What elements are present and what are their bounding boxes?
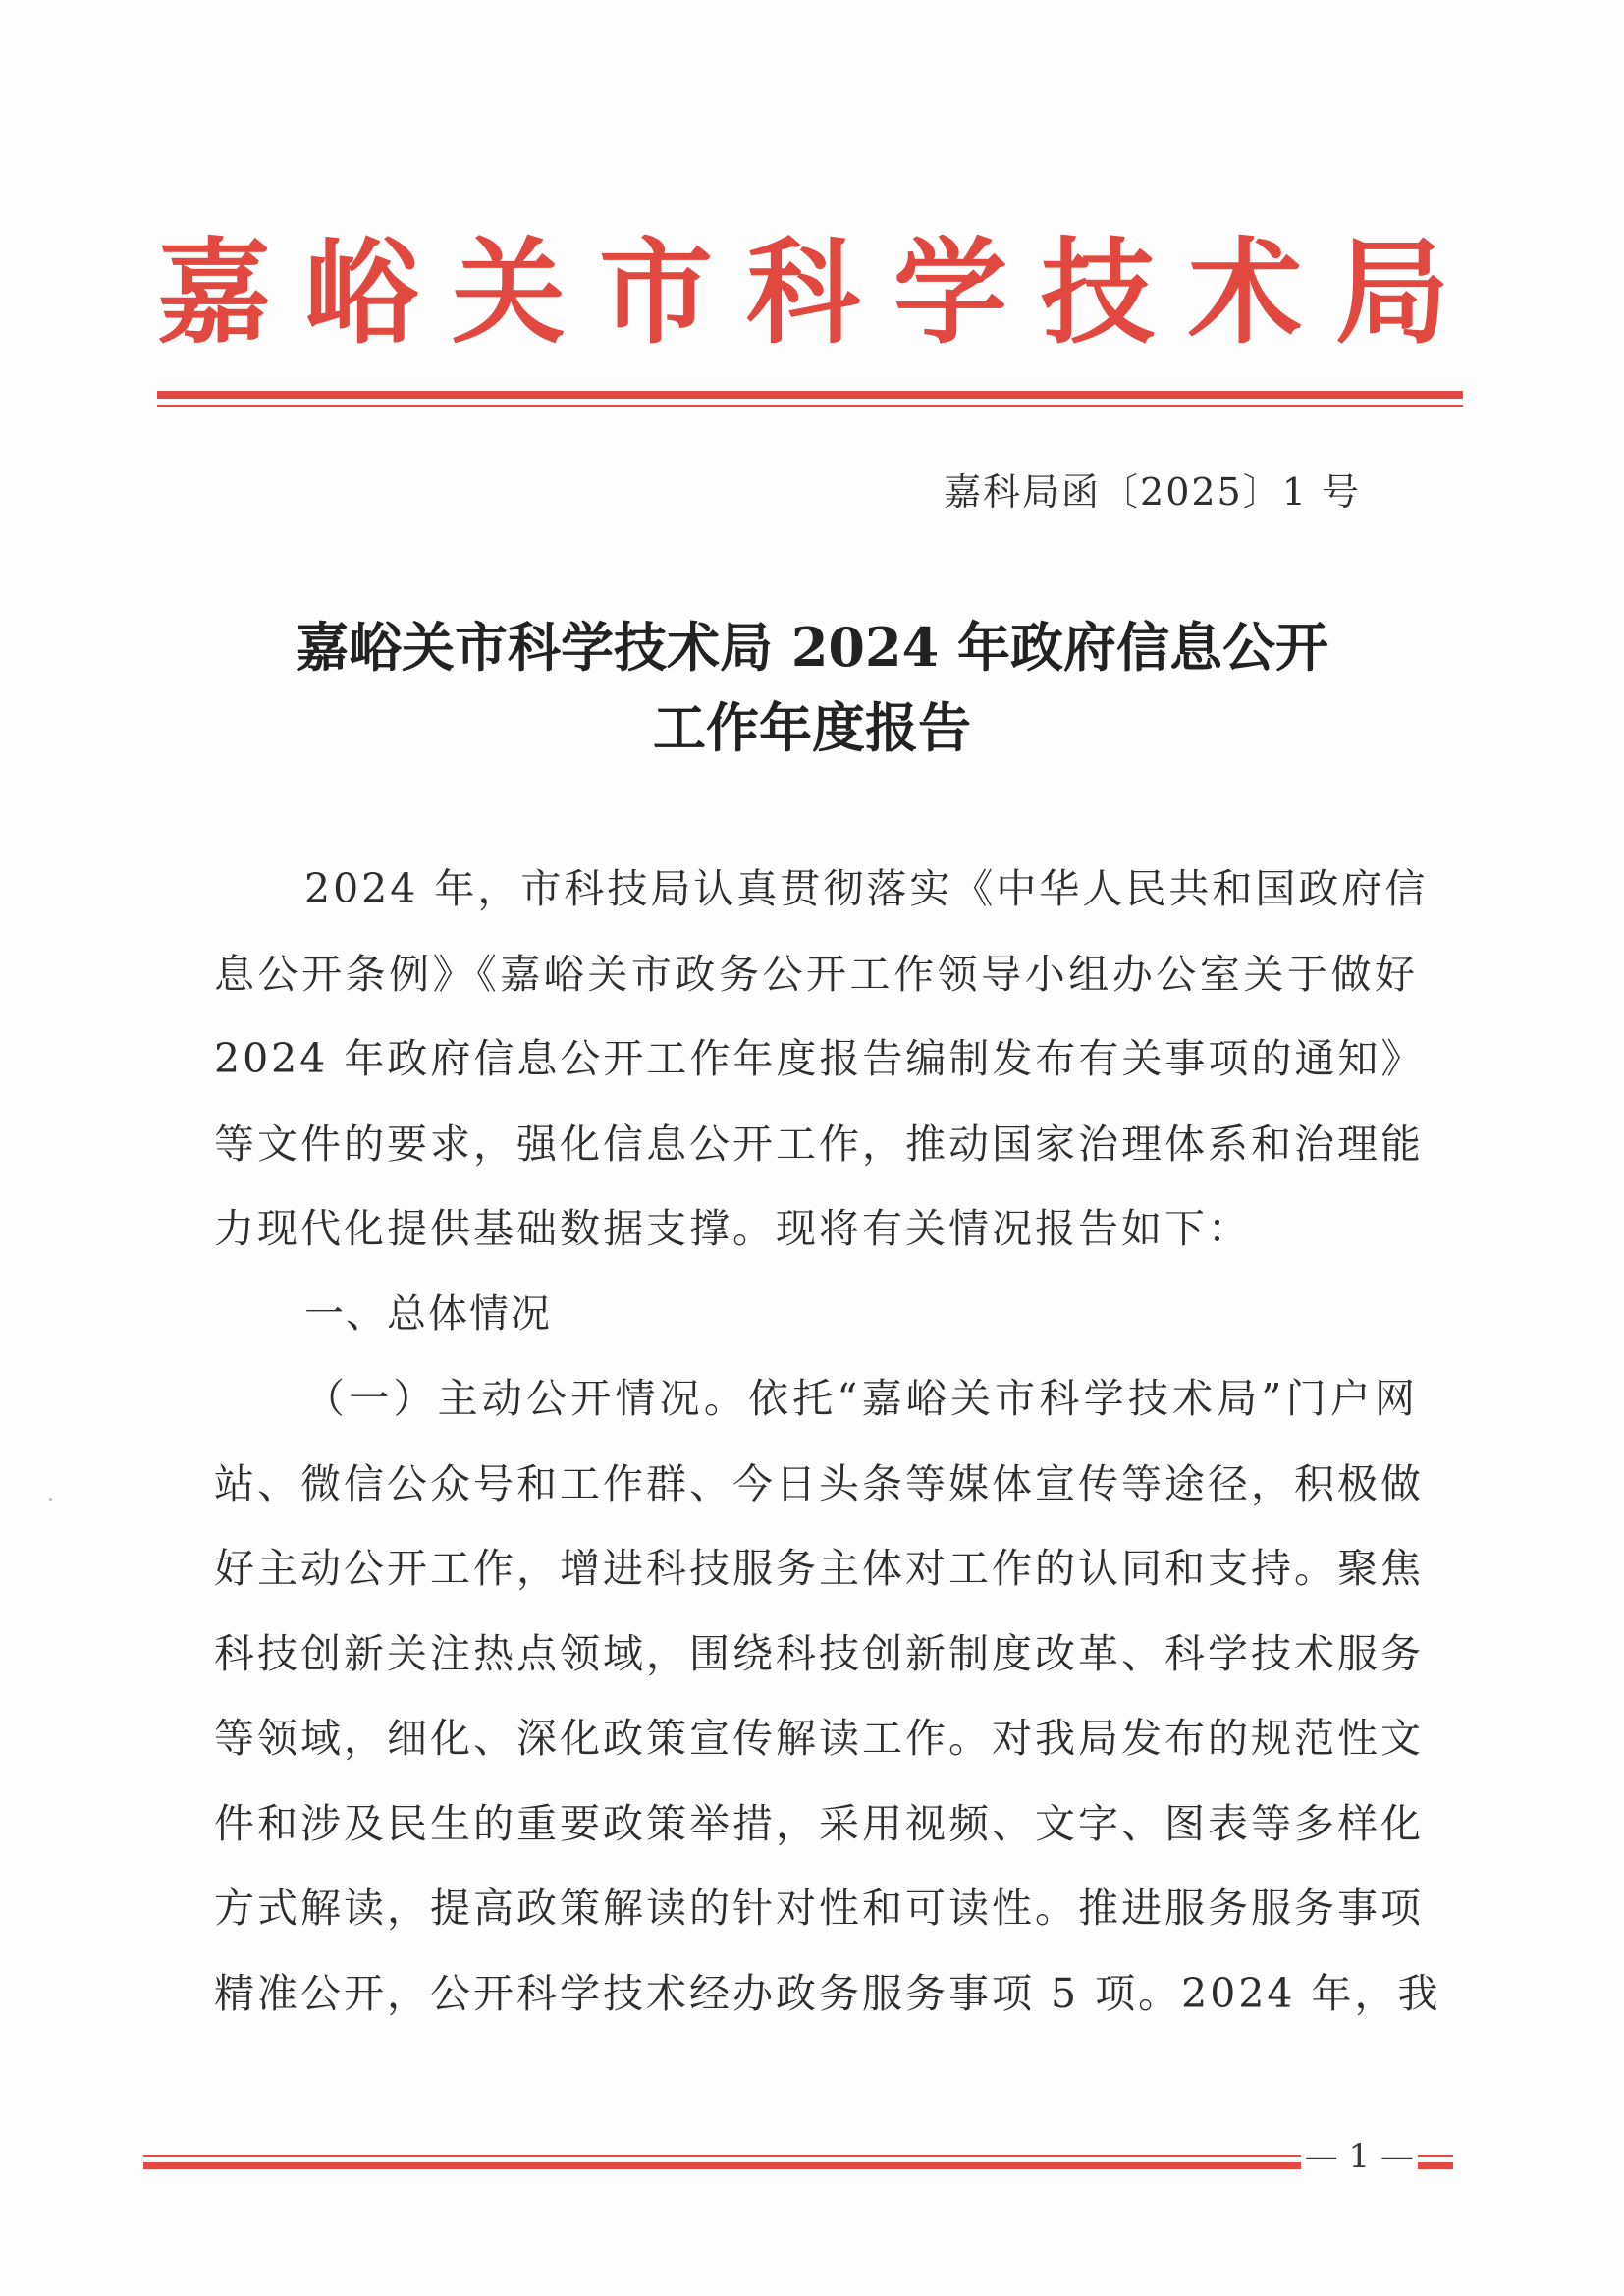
body-line: 好主动公开工作，增进科技服务主体对工作的认同和支持。聚焦 [214,1545,1424,1592]
document-body [214,847,1441,2036]
body-line: 等领域，细化、深化政策宣传解读工作。对我局发布的规范性文 [214,1715,1424,1762]
subsection-heading: （一）主动公开情况。 [304,1375,749,1422]
body-line: 科技创新关注热点领域，围绕科技创新制度改革、科学技术服务 [214,1629,1424,1677]
title-line-2: 工作年度报告 [653,696,971,759]
body-line: 件和涉及民生的重要政策举措，采用视频、文字、图表等多样化 [214,1799,1424,1847]
letterhead-red-rule-thick [157,391,1463,399]
body-line: 2024 年政府信息公开工作年度报告编制发布有关事项的通知》 [214,1035,1425,1082]
footer-red-rule-thin [143,2155,1453,2157]
subsection-text: 依托“嘉峪关市科学技术局”门户网 [748,1375,1418,1422]
section-heading: 一、总体情况 [304,1290,552,1337]
body-line: 力现代化提供基础数据支撑。现将有关情况报告如下： [214,1205,1251,1252]
letterhead-org-name: 嘉峪关市科学技术局 [157,226,1483,359]
scan-speck [49,1498,52,1501]
title-line-1: 嘉峪关市科学技术局 2024 年政府信息公开 [296,616,1328,679]
body-line: 2024 年，市科技局认真贯彻落实《中华人民共和国政府信 [304,865,1429,912]
body-line: 精准公开，公开科学技术经办政务服务事项 5 项。2024 年，我 [214,1969,1441,2017]
body-line: 等文件的要求，强化信息公开工作，推动国家治理体系和治理能 [214,1120,1424,1168]
footer-red-rule-thick [143,2162,1453,2169]
document-number: 嘉科局函〔2025〕1 号 [944,470,1361,514]
document-title [196,607,1428,768]
body-line: 方式解读，提高政策解读的针对性和可读性。推进服务服务事项 [214,1885,1424,1932]
page-number: — 1 — [1301,2137,1418,2176]
body-line: 站、微信公众号和工作群、今日头条等媒体宣传等途径，积极做 [214,1459,1424,1507]
subsection-first-line [214,1356,1418,1442]
body-line: 息公开条例》《嘉峪关市政务公开工作领导小组办公室关于做好 [214,950,1418,998]
letterhead-red-rule-thin [157,405,1463,407]
